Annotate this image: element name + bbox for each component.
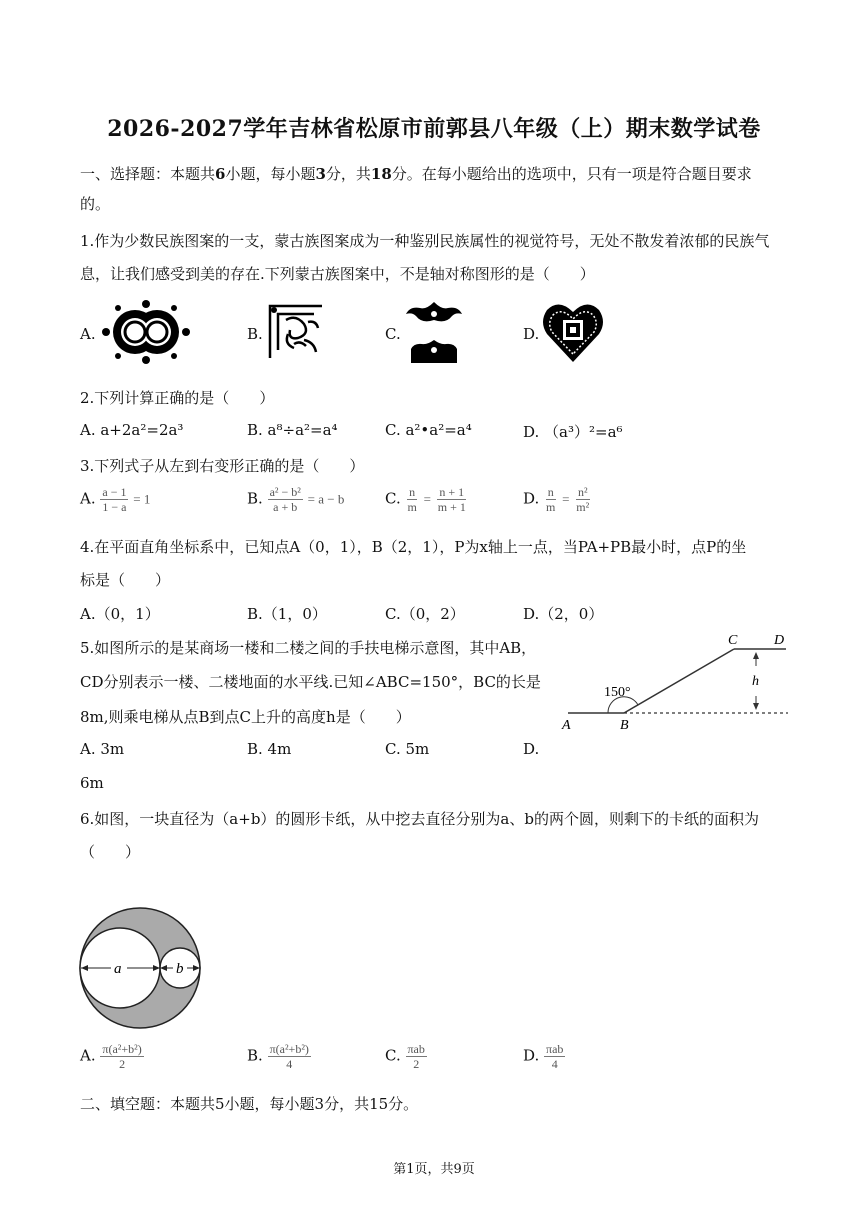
q3-stem: 3.下列式子从左到右变形正确的是（ ） [80,457,365,475]
q5-stem-line3: 8m,则乘电梯从点B到点C上升的高度h是（ ） [80,708,411,726]
q2-stem: 2.下列计算正确的是（ ） [80,389,275,407]
denominator: 1 − a [102,500,127,514]
q4-stem-line1: 4.在平面直角坐标系中，已知点A（0，1），B（2，1），P为x轴上一点，当PA+PB最小时，点P的坐 [80,538,747,556]
q1-option-a-label: A. [80,325,96,343]
q3-option-d [523,485,591,514]
section2-heading: 二、填空题：本题共5小题，每小题3分，共15分。 [80,1095,419,1113]
point-b-label: B [620,718,629,733]
angle-label: 150° [604,685,631,700]
diameter-b-label: b [176,961,184,977]
fraction [100,485,128,514]
numerator: n² [577,485,588,499]
fraction [268,485,303,514]
q5-option-a: A. 3m [80,740,125,758]
q5-stem-line1: 5.如图所示的是某商场一楼和二楼之间的手扶电梯示意图，其中AB， [80,639,537,657]
numerator: a − 1 [102,485,127,499]
denominator: m + 1 [437,500,466,514]
denominator: 2 [413,1057,420,1071]
q3-option-c-label: C. [385,489,401,508]
section1-heading-line1 [80,163,752,184]
q6-option-d-label: D. [523,1046,540,1065]
q1-pattern-b-image [264,300,328,364]
q3-option-b [247,485,344,514]
numerator: πab [407,1042,425,1056]
q6-option-b [247,1042,311,1071]
denominator: 4 [551,1057,558,1071]
q3-option-b-label: B. [247,489,263,508]
denominator: 4 [286,1057,293,1071]
rhs: = 1 [133,491,151,507]
fraction [406,485,419,514]
q2-option-b: B. a⁸÷a²=a⁴ [247,421,338,439]
q6-option-c-label: C. [385,1046,401,1065]
section1-total: 18 [370,165,392,183]
q2-option-d: D. （a³）²=a⁶ [523,423,623,441]
fraction [574,485,591,514]
denominator: m² [576,500,590,514]
q3-option-a [80,485,150,514]
q1-pattern-c-image [402,298,466,366]
numerator: π(a²+b²) [269,1042,309,1056]
fraction [100,1042,143,1071]
q3-option-a-label: A. [80,489,96,508]
denominator: 2 [119,1057,126,1071]
q1-option-c-label: C. [385,325,401,343]
numerator: a² − b² [269,485,301,499]
denominator: m [407,500,417,514]
q6-option-a [80,1042,144,1071]
q2-option-c: C. a²•a²=a⁴ [385,421,472,439]
q1-stem-line2: 息，让我们感受到美的存在.下列蒙古族图案中，不是轴对称图形的是（ ） [80,265,595,283]
section1-text-b: 小题，每小题 [225,165,316,183]
q4-stem-line2: 标是（ ） [80,571,171,589]
diameter-a-label: a [114,961,122,977]
q6-option-b-label: B. [247,1046,263,1065]
fraction [268,1042,311,1071]
q1-pattern-a-image [100,300,192,364]
q1-stem-line1: 1.作为少数民族图案的一支，蒙古族图案成为一种鉴别民族属性的视觉符号，无处不散发着浓郁的民族气 [80,232,770,250]
point-c-label: C [728,633,738,648]
q5-stem-line2: CD分别表示一楼、二楼地面的水平线.已知∠ABC=150°，BC的长是 [80,673,541,691]
section1-text-a: 一、选择题：本题共 [80,165,216,183]
escalator-diagram [556,628,796,738]
denominator: a + b [273,500,298,514]
q1-option-b-label: B. [247,325,263,343]
section1-heading-line2: 的。 [80,195,111,213]
page-footer: 第1页，共9页 [393,1162,475,1177]
rhs: = a − b [307,491,345,507]
q4-option-a: A.（0，1） [80,605,160,623]
fraction [436,485,468,514]
q1-option-d-label: D. [523,325,540,343]
q6-stem-line1: 6.如图，一块直径为（a+b）的圆形卡纸，从中挖去直径分别为a、b的两个圆，则剩下的卡纸的面积为 [80,810,759,828]
circle-diagram [78,905,206,1031]
numerator: n [409,485,416,499]
point-d-label: D [774,633,785,648]
equals-sign: = [562,491,570,507]
q5-option-d: D. [523,740,540,758]
height-h-label: h [752,674,759,689]
q5-option-c: C. 5m [385,740,430,758]
q3-option-c [385,485,468,514]
section1-count: 6 [215,165,226,183]
denominator: m [546,500,556,514]
q2-option-a: A. a+2a²=2a³ [80,421,184,439]
q5-option-b: B. 4m [247,740,292,758]
fraction [406,1042,427,1071]
q6-option-c [385,1042,427,1071]
numerator: n + 1 [439,485,465,499]
point-a-label: A [562,718,571,733]
q6-option-d [523,1042,565,1071]
section1-score: 3 [315,165,326,183]
page-title: 2026-2027学年吉林省松原市前郭县八年级（上）期末数学试卷 [107,116,761,142]
q4-option-d: D.（2，0） [523,605,604,623]
equals-sign: = [423,491,431,507]
q1-pattern-d-image [541,300,605,366]
fraction [544,485,557,514]
section1-text-c: 分，共 [325,165,371,183]
q6-option-a-label: A. [80,1046,96,1065]
q4-option-b: B.（1，0） [247,605,327,623]
numerator: πab [546,1042,564,1056]
fraction [544,1042,565,1071]
q4-option-c: C.（0，2） [385,605,465,623]
q3-option-d-label: D. [523,489,540,508]
section1-text-d: 分。在每小题给出的选项中，只有一项是符合题目要求 [391,165,752,183]
q6-stem-line2: （ ） [80,843,141,861]
numerator: π(a²+b²) [102,1042,142,1056]
q5-option-d-value: 6m [80,774,104,792]
numerator: n [547,485,554,499]
